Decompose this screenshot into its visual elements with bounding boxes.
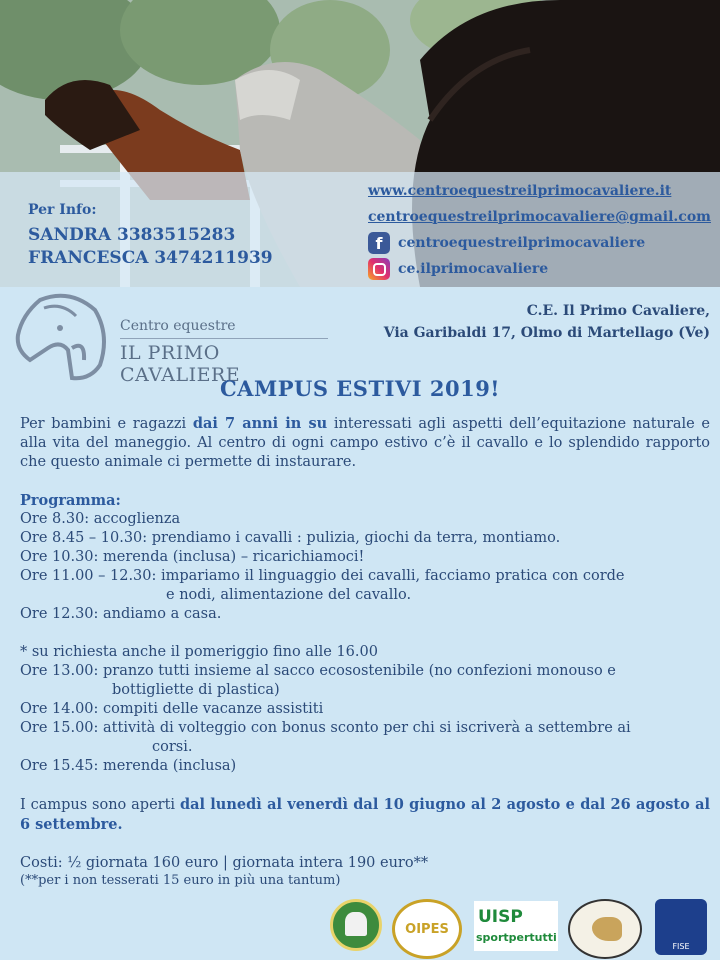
program-title: Programma: <box>20 492 121 509</box>
fise-label: FISE <box>672 942 690 951</box>
uisp-tagline: sportpertutti <box>476 931 557 944</box>
program-item-continued: corsi. <box>152 739 193 755</box>
website-link[interactable]: www.centroequestreilprimocavaliere.it <box>368 183 672 199</box>
horse-head-logo-icon <box>10 290 110 382</box>
intro-age: dai 7 anni in su <box>192 415 328 432</box>
spacer <box>20 624 710 643</box>
partner-logos <box>0 895 720 960</box>
contact-francesca: FRANCESCA 3474211939 <box>28 248 273 268</box>
oipes-label: OIPES <box>405 921 449 937</box>
opening-dates-bold: dal lunedì al venerdì dal 10 giugno al 2 agosto e dal 26 agosto al 6 settembre. <box>20 796 710 833</box>
program-item: Ore 8.30: accoglienza <box>20 511 181 527</box>
afternoon-note: * su richiesta anche il pomeriggio fino alle 16.00 <box>20 644 378 660</box>
program-item-continued: e nodi, alimentazione del cavallo. <box>166 587 412 603</box>
program-item-continued: bottigliette di plastica) <box>112 682 280 698</box>
contact-sandra: SANDRA 3383515283 <box>28 225 236 245</box>
spacer <box>20 776 710 795</box>
facebook-handle: centroequestreilprimocavaliere <box>398 235 646 251</box>
program-item: Ore 12.30: andiamo a casa. <box>20 606 222 622</box>
body-text <box>20 414 710 889</box>
page-title: CAMPUS ESTIVI 2019! <box>219 376 501 401</box>
program-item: Ore 14.00: compiti delle vacanze assistiti <box>20 701 324 717</box>
instagram-handle: ce.ilprimocavaliere <box>398 261 549 277</box>
program-item: Ore 15.45: merenda (inclusa) <box>20 758 237 774</box>
instagram-row[interactable] <box>368 256 711 282</box>
uisp-logo-icon <box>474 901 558 951</box>
address-line-2: Via Garibaldi 17, Olmo di Martellago (Ve) <box>383 325 710 341</box>
opening-pre: I campus sono aperti <box>20 797 180 813</box>
program-item: Ore 10.30: merenda (inclusa) – ricarichiamoci! <box>20 549 365 565</box>
fise-logo-icon <box>655 899 707 955</box>
intro-pre: Per bambini e ragazzi <box>20 416 193 432</box>
facebook-row[interactable] <box>368 230 711 256</box>
program-item: Ore 13.00: pranzo tutti insieme al sacco ecosostenibile (no confezioni monouso e <box>20 663 616 679</box>
info-label: Per Info: <box>28 202 97 218</box>
oipes-logo-icon <box>392 899 462 959</box>
costs-line: Costi: ½ giornata 160 euro | giornata intera 190 euro** <box>20 855 429 871</box>
regional-club-logo-icon <box>330 899 382 951</box>
address-line-1: C.E. Il Primo Cavaliere, <box>526 303 710 319</box>
opening-dates <box>20 795 710 835</box>
logo-subtitle: Centro equestre <box>120 318 236 334</box>
program-item: Ore 11.00 – 12.30: impariamo il linguaggio dei cavalli, facciamo pratica con corde <box>20 568 625 584</box>
logo-divider <box>120 338 328 339</box>
logo-title: IL PRIMO CAVALIERE <box>120 342 241 386</box>
header-photo <box>0 0 720 287</box>
email-link[interactable]: centroequestreilprimocavaliere@gmail.com <box>368 209 711 225</box>
address-block <box>384 300 710 344</box>
licensed-professional-logo-icon <box>568 899 642 959</box>
uisp-label: UISP <box>478 907 523 927</box>
instagram-icon <box>368 258 390 280</box>
intro-post: interessati agli aspetti dell’equitazione naturale e alla vita del maneggio. Al centro di ogni campo estivo c’è il cavallo e lo splendido rapporto che questo animale ci permette di instaurare. <box>20 416 710 470</box>
costs-note: (**per i non tesserati 15 euro in più una tantum) <box>20 873 341 888</box>
program-item: Ore 8.45 – 10.30: prendiamo i cavalli : pulizia, giochi da terra, montiamo. <box>20 530 561 546</box>
intro-paragraph <box>20 414 710 472</box>
facebook-icon: f <box>368 232 390 254</box>
program-item: Ore 15.00: attività di volteggio con bonus sconto per chi si iscriverà a settembre ai <box>20 720 631 736</box>
phone-contacts <box>28 202 273 270</box>
centre-logo <box>10 290 340 386</box>
online-contacts <box>368 178 711 282</box>
